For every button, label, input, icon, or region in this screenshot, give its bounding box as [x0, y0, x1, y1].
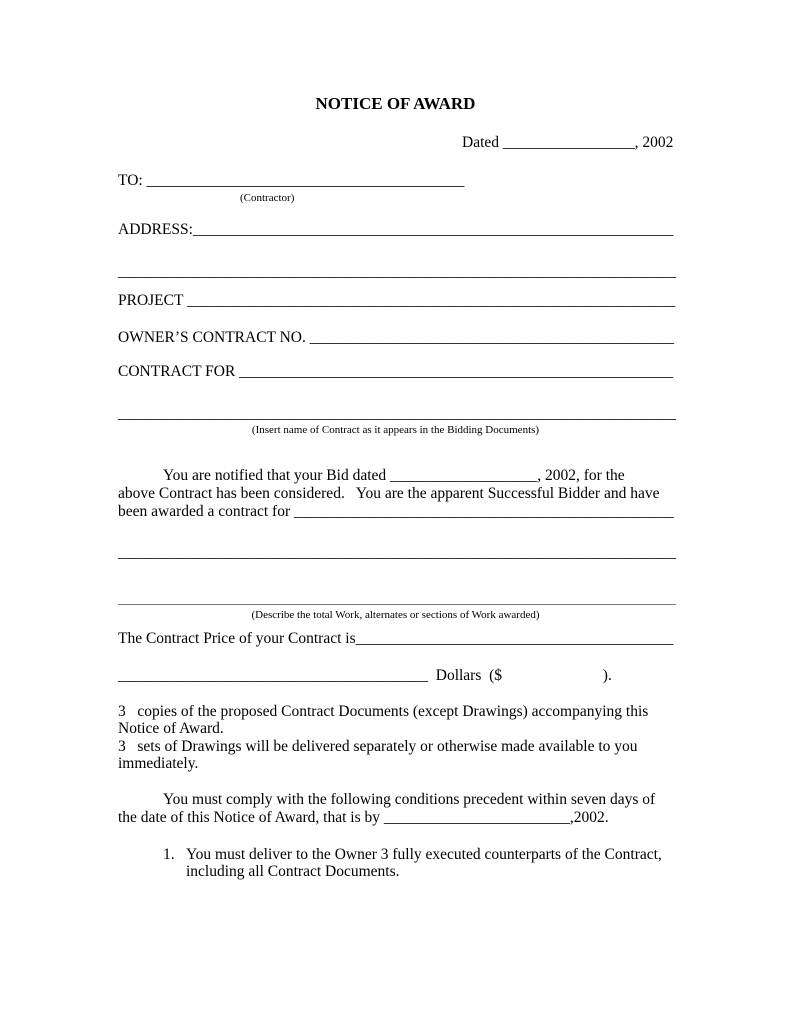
contract-name-caption: (Insert name of Contract as it appears in the Bidding Documents) [251, 424, 540, 436]
page-title: NOTICE OF AWARD [315, 94, 476, 113]
list-item-text: You must deliver to the Owner 3 fully executed counterparts of the Contract, [186, 846, 662, 863]
dated-field: Dated _________________, 2002 [462, 134, 674, 151]
contractor-caption: (Contractor) [240, 192, 295, 204]
list-item-number: 1. [163, 846, 175, 863]
copies-text: Notice of Award. [118, 720, 224, 737]
address-field: ADDRESS:______________________________________________________________ [118, 221, 674, 238]
contract-for-field: CONTRACT FOR ________________________________________________________ [118, 363, 674, 380]
paragraph-1-line: been awarded a contract for _________________________________________________ [118, 503, 674, 520]
paragraph-2-line: the date of this Notice of Award, that is by ________________________,2002. [118, 809, 609, 826]
contract-name-line: ________________________________________________________________________ [118, 405, 676, 422]
dollars-field: ________________________________________ Dollars ($ ). [118, 667, 612, 684]
contract-price-field: The Contract Price of your Contract is_________________________________________ [118, 630, 674, 647]
paragraph-1-line: above Contract has been considered. You are the apparent Successful Bidder and have [118, 485, 660, 502]
work-line-2: ________________________________________________________________________ [118, 590, 676, 607]
address-line-2: ________________________________________________________________________ [118, 263, 676, 280]
sets-text: immediately. [118, 755, 199, 772]
sets-text: 3 sets of Drawings will be delivered separately or otherwise made available to you [118, 738, 638, 755]
paragraph-1-line: You are notified that your Bid dated ___________________, 2002, for the [163, 467, 625, 484]
project-field: PROJECT _______________________________________________________________ [118, 292, 676, 309]
owners-contract-no-field: OWNER’S CONTRACT NO. _______________________________________________ [118, 329, 674, 346]
list-item-text: including all Contract Documents. [186, 863, 400, 880]
work-caption: (Describe the total Work, alternates or sections of Work awarded) [251, 609, 540, 621]
paragraph-2-line: You must comply with the following conditions precedent within seven days of [163, 791, 656, 808]
to-field: TO: _________________________________________ [118, 172, 465, 189]
work-line-1: ________________________________________________________________________ [118, 544, 676, 561]
copies-text: 3 copies of the proposed Contract Documents (except Drawings) accompanying this [118, 703, 649, 720]
